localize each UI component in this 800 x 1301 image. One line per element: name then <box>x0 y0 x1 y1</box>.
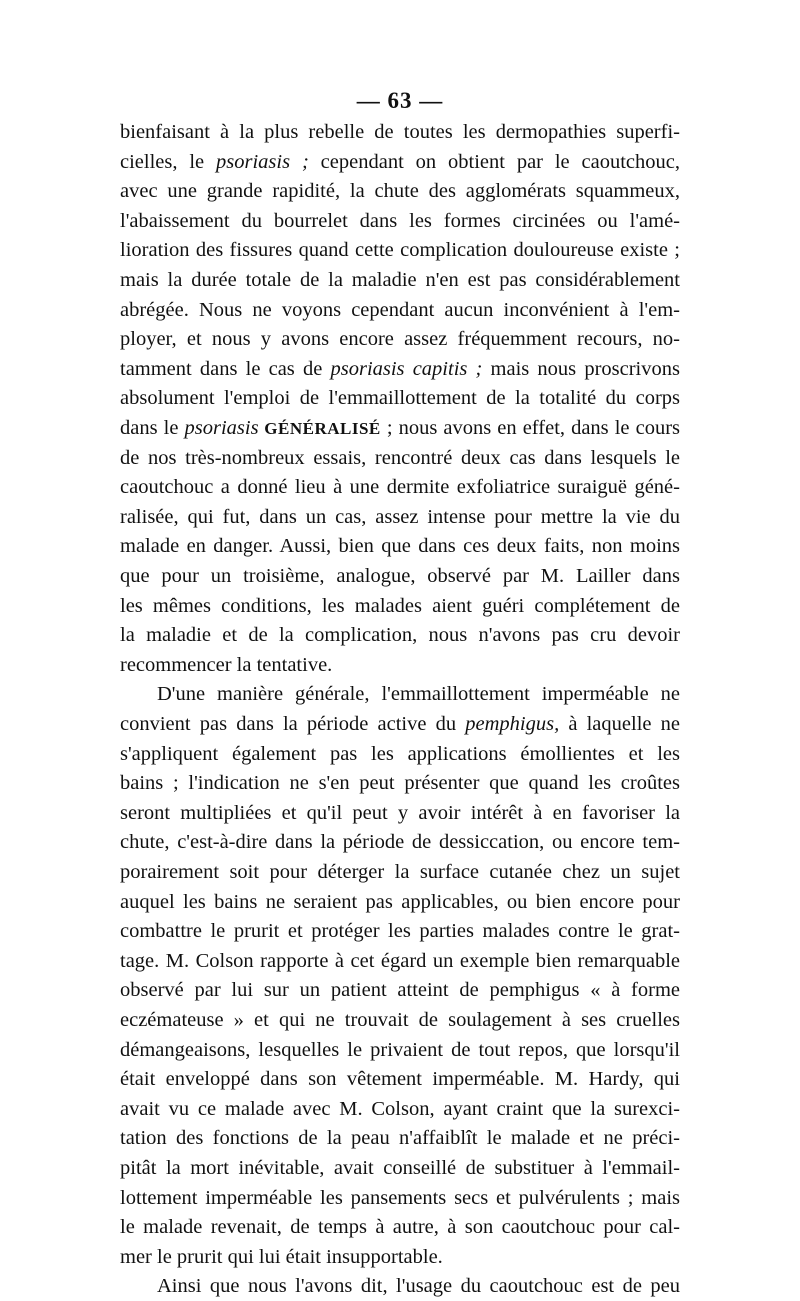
text-run: l'abaissement du bourrelet dans les formes circinées ou l'amé- <box>120 209 680 232</box>
text-line <box>120 148 680 177</box>
text-run: mais la durée totale de la maladie n'en est pas considérablement <box>120 269 680 291</box>
text-line <box>120 1095 680 1124</box>
italic-term: pemphigus, <box>465 713 560 735</box>
text-line <box>120 207 680 236</box>
text-run: convient pas dans la période active du <box>120 713 466 735</box>
text-line <box>120 1124 680 1153</box>
text-run: tamment dans le cas de <box>120 357 331 380</box>
text-run: ployer, et nous y avons encore assez fréquemment recours, no- <box>120 328 680 351</box>
text-run: ralisée, qui fut, dans un cas, assez intense pour mettre la vie du <box>120 505 680 528</box>
text-line <box>120 562 680 591</box>
text-run: malade en danger. Aussi, bien que dans ces deux faits, non moins <box>120 535 680 558</box>
text-line <box>120 1036 680 1065</box>
text-run: absolument l'emploi de l'emmaillottement de la totalité du corps <box>120 387 680 410</box>
text-line <box>120 1154 680 1183</box>
text-line <box>120 236 680 265</box>
text-run: chute, c'est-à-dire dans la période de dessiccation, ou encore tem- <box>120 831 680 854</box>
text-line <box>120 1213 680 1242</box>
text-run: cependant on obtient par le caoutchouc, <box>308 150 680 173</box>
text-line <box>120 1184 680 1213</box>
text-run: cielles, le <box>120 150 217 173</box>
text-line <box>120 118 680 147</box>
text-run: les mêmes conditions, les malades aient guéri complétement de <box>120 594 680 617</box>
text-line <box>120 296 680 325</box>
text-line <box>120 384 680 413</box>
text-line <box>120 444 680 473</box>
text-line <box>120 740 680 769</box>
text-run: la maladie et de la complication, nous n'avons pas cru devoir <box>120 624 680 647</box>
text-line <box>120 355 680 384</box>
text-line <box>120 414 680 443</box>
text-run: dans le <box>120 417 185 439</box>
text-run: bains ; l'indication ne s'en peut présenter que quand les croûtes <box>120 772 680 795</box>
text-line <box>120 177 680 206</box>
text-line <box>120 651 680 680</box>
text-run: recommencer la tentative. <box>120 653 333 676</box>
text-line <box>120 266 680 295</box>
text-line <box>120 976 680 1005</box>
text-line <box>120 503 680 532</box>
text-line <box>120 1065 680 1094</box>
text-run: mer le prurit qui lui était insupportable. <box>120 1245 443 1268</box>
text-line <box>120 532 680 561</box>
text-run: de nos très-nombreux essais, rencontré deux cas dans lesquels le <box>120 446 680 469</box>
text-run: tation des fonctions de la peau n'affaiblît le malade et ne préci- <box>120 1127 680 1150</box>
text-run: Ainsi que nous l'avons dit, l'usage du caoutchouc est de peu <box>157 1275 680 1298</box>
page-number: — 63 — <box>356 88 444 113</box>
text-run: D'une manière générale, l'emmaillottement imperméable ne <box>157 683 680 706</box>
text-run: que pour un troisième, analogue, observé par M. Lailler dans <box>120 565 680 587</box>
text-run: pitât la mort inévitable, avait conseillé de substituer à l'emmail- <box>120 1157 680 1179</box>
text-run: bienfaisant à la plus rebelle de toutes les dermopathies superfi- <box>120 121 680 143</box>
text-run: eczémateuse » et qui ne trouvait de soulagement à ses cruelles <box>120 1009 680 1031</box>
text-run: auquel les bains ne seraient pas applicables, ou bien encore pour <box>120 890 680 913</box>
text-run: abrégée. Nous ne voyons cependant aucun inconvénient à l'em- <box>120 298 680 321</box>
text-run: avec une grande rapidité, la chute des agglomérats squammeux, <box>120 180 680 203</box>
text-line <box>120 828 680 857</box>
small-caps-term: GÉNÉRALISÉ <box>258 419 381 438</box>
italic-term: psoriasis <box>184 417 259 439</box>
text-run: à laquelle ne <box>559 713 680 735</box>
text-run: combattre le prurit et protéger les parties malades contre le grat- <box>120 920 680 943</box>
text-run: s'appliquent également pas les applications émollientes et les <box>120 742 680 765</box>
text-line <box>120 799 680 828</box>
text-run: tage. M. Colson rapporte à cet égard un exemple bien remarquable <box>120 949 680 972</box>
text-line <box>120 769 680 798</box>
text-line <box>120 888 680 917</box>
text-line <box>120 680 680 709</box>
text-run: lioration des fissures quand cette complication douloureuse existe ; <box>120 239 680 262</box>
text-run: avait vu ce malade avec M. Colson, ayant craint que la surexci- <box>120 1097 680 1120</box>
text-line <box>120 858 680 887</box>
text-line <box>120 710 680 739</box>
text-run: seront multipliées et qu'il peut y avoir intérêt à en favoriser la <box>120 801 680 824</box>
text-run: était enveloppé dans son vêtement imperméable. M. Hardy, qui <box>120 1068 680 1091</box>
text-run: mais nous proscrivons <box>482 357 680 380</box>
text-line <box>120 947 680 976</box>
italic-term: psoriasis capitis ; <box>330 357 483 380</box>
text-line <box>120 1272 680 1301</box>
text-run: ; nous avons en effet, dans le cours <box>380 417 680 439</box>
text-line <box>120 917 680 946</box>
text-line <box>120 473 680 502</box>
text-line <box>120 325 680 354</box>
text-run: caoutchouc a donné lieu à une dermite exfoliatrice suraiguë géné- <box>120 476 680 499</box>
text-run: démangeaisons, lesquelles le privaient de tout repos, que lorsqu'il <box>120 1038 680 1061</box>
text-line <box>120 1006 680 1035</box>
text-line <box>120 1243 680 1272</box>
italic-term: psoriasis ; <box>216 150 309 173</box>
text-run: porairement soit pour déterger la surface cutanée chez un sujet <box>120 861 680 883</box>
text-run: le malade revenait, de temps à autre, à son caoutchouc pour cal- <box>120 1216 680 1239</box>
text-run: observé par lui sur un patient atteint de pemphigus « à forme <box>120 979 680 1002</box>
text-line <box>120 592 680 621</box>
text-line <box>120 621 680 650</box>
text-run: lottement imperméable les pansements secs et pulvérulents ; mais <box>120 1186 680 1209</box>
